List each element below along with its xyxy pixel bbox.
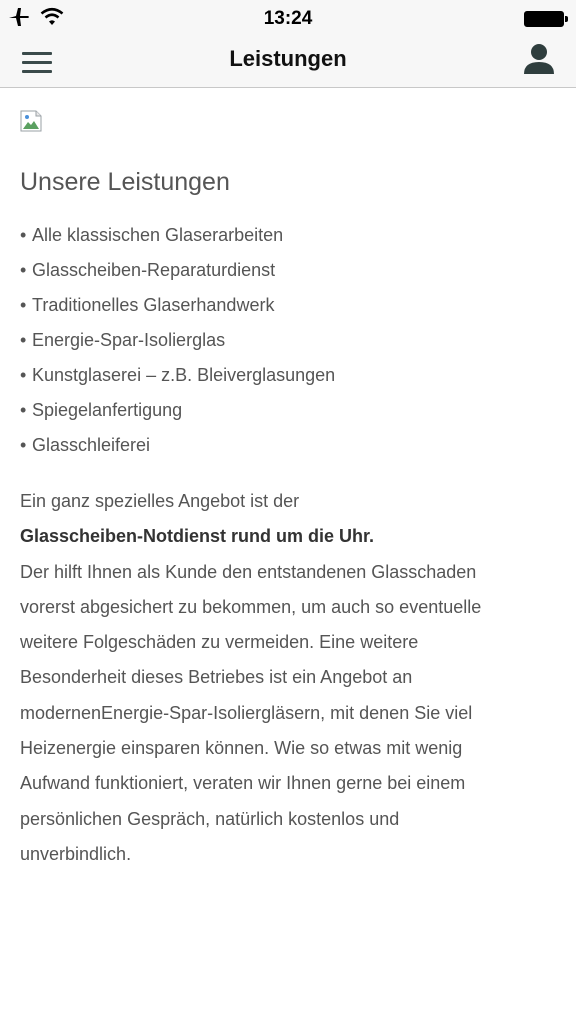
body-line: unverbindlich. [20, 843, 132, 864]
battery-icon [524, 11, 568, 27]
page-title: Leistungen [229, 46, 347, 71]
service-item [20, 327, 335, 362]
bullet: • [20, 225, 27, 245]
service-label: Alle klassischen Glaserarbeiten [32, 225, 284, 245]
body-line: weitere Folgeschäden zu vermeiden. Eine weitere [20, 632, 419, 653]
service-item [20, 292, 335, 327]
service-label: Glasscheiben-Reparaturdienst [32, 260, 276, 280]
body-line: Besonderheit dieses Betriebes ist ein Angebot an [20, 667, 413, 688]
bullet: • [20, 365, 27, 385]
status-bar [0, 0, 576, 38]
service-label: Spiegelanfertigung [32, 400, 183, 420]
service-label: Kunstglaserei – z.B. Bleiverglasungen [32, 365, 336, 385]
service-label: Energie-Spar-Isolierglas [32, 330, 226, 350]
service-item [20, 222, 335, 257]
bullet: • [20, 295, 27, 315]
service-item [20, 257, 335, 292]
description-paragraph [20, 484, 550, 872]
broken-image-icon [20, 110, 42, 132]
service-label: Traditionelles Glaserhandwerk [32, 295, 275, 315]
body-line: Der hilft Ihnen als Kunde den entstandenen Glasschaden [20, 561, 477, 582]
bullet: • [20, 260, 27, 280]
service-item [20, 397, 335, 432]
navigation-bar [0, 38, 576, 88]
body-line: vorerst abgesichert zu bekommen, um auch so eventuelle [20, 596, 482, 617]
body-line: Heizenergie einsparen können. Wie so etwas mit wenig [20, 738, 463, 759]
highlight-text: Glasscheiben-Notdienst rund um die Uhr. [20, 526, 375, 547]
body-line: persönlichen Gespräch, natürlich kostenlos und [20, 808, 400, 829]
intro-text: Ein ganz spezielles Angebot ist der [20, 491, 300, 511]
bullet: • [20, 400, 27, 420]
body-line: modernenEnergie-Spar-Isoliergläsern, mit denen Sie viel [20, 702, 473, 723]
user-icon[interactable] [520, 41, 558, 77]
status-time: 13:24 [263, 8, 313, 29]
bullet: • [20, 330, 27, 350]
service-item [20, 362, 335, 397]
body-line: Aufwand funktioniert, veraten wir Ihnen gerne bei einem [20, 773, 466, 794]
section-heading: Unsere Leistungen [20, 168, 230, 196]
service-item [20, 432, 335, 467]
bullet: • [20, 435, 27, 455]
service-list [20, 222, 335, 467]
service-label: Glasschleiferei [32, 435, 151, 455]
